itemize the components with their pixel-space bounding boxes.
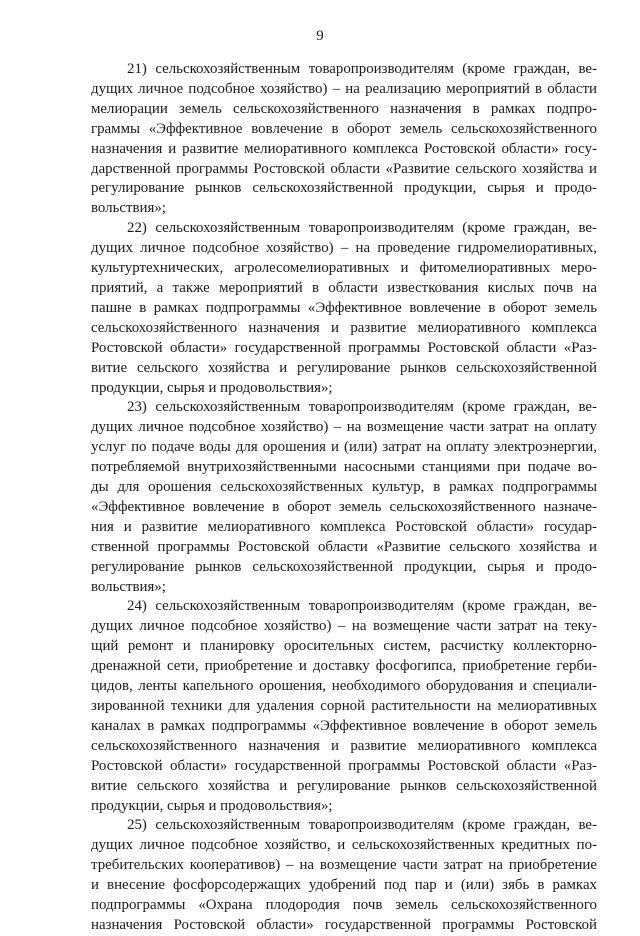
text-line: щий ремонт и планировку оросительных систем, расчистку коллекторно-	[91, 638, 597, 655]
text-line: сельскохозяйственного назначения и развитие мелиоративного комплекса	[91, 319, 597, 336]
text-line: Ростовской области» государственной программы Ростовской области «Раз-	[91, 339, 597, 356]
text-line: Ростовской области» государственной программы Ростовской области «Раз-	[91, 757, 597, 774]
text-line: подпрограммы «Охрана плодородия почв земель сельскохозяйственного	[91, 897, 597, 914]
text-line: регулирование рынков сельскохозяйственной продукции, сырья и продо-	[91, 180, 597, 197]
text-line: 23) сельскохозяйственным товаропроизводителям (кроме граждан, ве-	[127, 399, 597, 416]
text-line: ния и развитие мелиоративного комплекса Ростовской области» государ-	[91, 518, 597, 535]
text-line: вольствия»;	[91, 578, 166, 595]
paragraph-item-21	[91, 60, 597, 219]
text-line: продукции, сырья и продовольствия»;	[91, 797, 333, 814]
text-line: каналах в рамках подпрограммы «Эффективное вовлечение в оборот земель	[91, 717, 597, 734]
text-line: дренажной сети, приобретение и доставку фосфогипса, приобретение герби-	[91, 658, 597, 675]
paragraph-item-23	[91, 398, 597, 597]
text-line: пашне в рамках подпрограммы «Эффективное вовлечение в оборот земель	[91, 299, 597, 316]
text-line: услуг по подаче воды для орошения и (или) затрат на оплату электроэнергии,	[91, 439, 597, 456]
text-line: витие сельского хозяйства и регулирование рынков сельскохозяйственной	[91, 777, 597, 794]
page-number: 9	[316, 28, 324, 44]
text-line: дущих личное подсобное хозяйство) – на реализацию мероприятий в области	[91, 80, 597, 97]
text-line: дущих личное подсобное хозяйство) – на возмещение части затрат на теку-	[91, 618, 597, 635]
text-line: дущих личное подсобное хозяйство, и сельскохозяйственных кредитных по-	[91, 837, 597, 854]
document-body	[91, 60, 597, 936]
text-line: потребляемой внутрихозяйственными насосными станциями при подаче во-	[91, 459, 597, 476]
text-line: продукции, сырья и продовольствия»;	[91, 379, 333, 396]
text-line: вольствия»;	[91, 200, 166, 217]
text-line: граммы «Эффективное вовлечение в оборот земель сельскохозяйственного	[91, 120, 597, 137]
text-line: «Эффективное вовлечение в оборот земель сельскохозяйственного назначе-	[91, 498, 597, 515]
text-line: ственной программы Ростовской области «Развитие сельского хозяйства и	[91, 538, 597, 555]
paragraph-item-24	[91, 597, 597, 816]
text-line: цидов, ленты капельного орошения, необходимого оборудования и специали-	[91, 678, 597, 695]
text-line: дущих личное подсобное хозяйство) – на проведение гидромелиоративных,	[91, 240, 597, 257]
text-line: ды для орошения сельскохозяйственных культур, в рамках подпрограммы	[91, 479, 597, 496]
text-line: культуртехнических, агролесомелиоративных и фитомелиоративных меро-	[91, 260, 597, 277]
text-line: мелиорации земель сельскохозяйственного назначения в рамках подпро-	[91, 100, 597, 117]
text-line: сельскохозяйственного назначения и развитие мелиоративного комплекса	[91, 737, 597, 754]
text-line: зированной техники для удаления сорной растительности на мелиоративных	[91, 698, 597, 714]
text-line: регулирование рынков сельскохозяйственной продукции, сырья и продо-	[91, 558, 597, 575]
paragraph-item-22	[91, 219, 597, 398]
text-line: 22) сельскохозяйственным товаропроизводителям (кроме граждан, ве-	[127, 220, 597, 237]
paragraph-item-25	[91, 816, 597, 935]
text-line: и внесение фосфорсодержащих удобрений под пар и (или) зябь в рамках	[91, 877, 597, 894]
text-line: витие сельского хозяйства и регулирование рынков сельскохозяйственной	[91, 359, 597, 376]
text-line: 21) сельскохозяйственным товаропроизводителям (кроме граждан, ве-	[127, 61, 597, 77]
text-line: назначения и развитие мелиоративного комплекса Ростовской области» госу-	[91, 140, 597, 157]
text-line: назначения Ростовской области» государственной программы Ростовской	[91, 916, 597, 933]
text-line: приятий, а также мероприятий в области известкования кислых почв на	[91, 279, 597, 296]
text-line: требительских кооперативов) – на возмещение части затрат на приобретение	[91, 857, 597, 874]
text-line: 25) сельскохозяйственным товаропроизводителям (кроме граждан, ве-	[127, 817, 597, 834]
text-line: дарственной программы Ростовской области «Развитие сельского хозяйства и	[91, 160, 597, 177]
text-line: дущих личное подсобное хозяйство) – на возмещение части затрат на оплату	[91, 419, 597, 436]
text-line: 24) сельскохозяйственным товаропроизводителям (кроме граждан, ве-	[127, 598, 597, 615]
